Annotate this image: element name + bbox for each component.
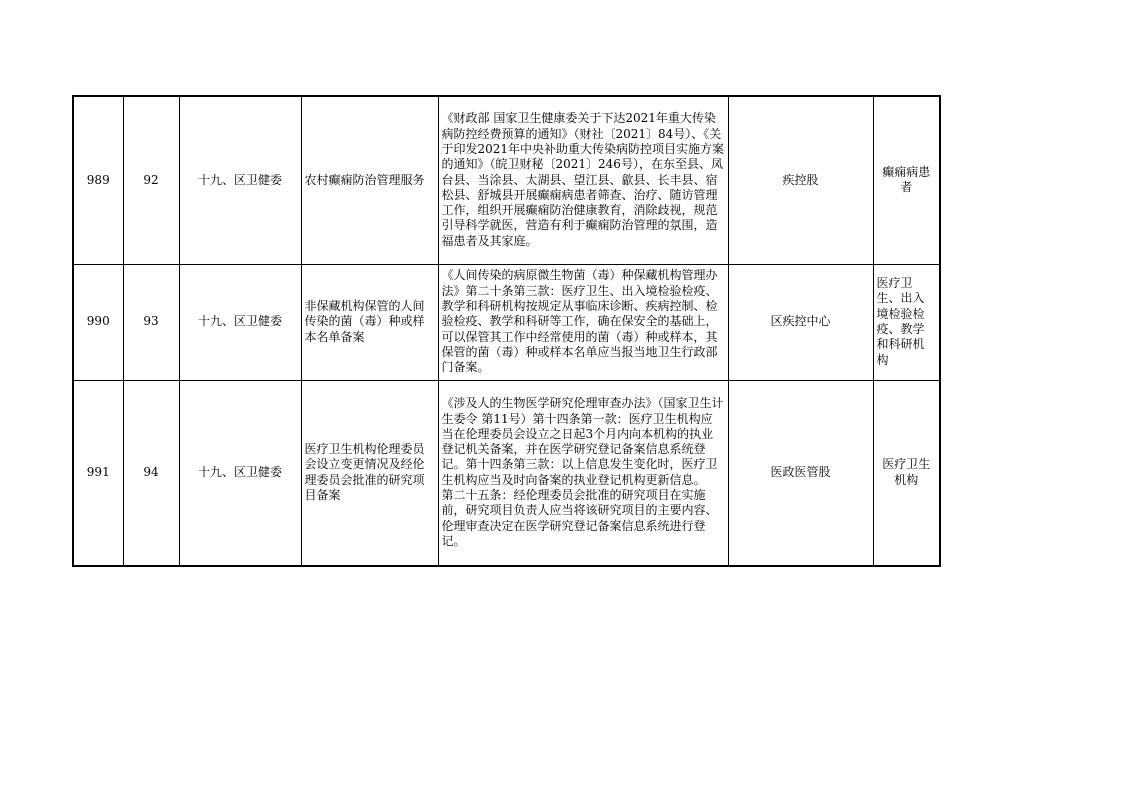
basis-paragraph: 《人间传染的病原微生物菌（毒）种保藏机构管理办法》第二十条第三款：医疗卫生、出入境检验检疫、教学和科研机构按规定从事临床诊断、疾病控制、检验检疫、教学和科研等工作，确在保安全的基础上，可以保管其工作中经常使用的菌（毒）种或样本，其保管的菌（毒）种或样本名单应当报当地卫生行政部门备案。 [441, 268, 718, 375]
seq-cell: 991 [73, 380, 123, 566]
target-cell: 癫痫病患者 [873, 96, 940, 264]
seq-cell: 990 [73, 264, 123, 380]
seq-cell: 989 [73, 96, 123, 264]
unit-cell: 疾控股 [728, 96, 873, 264]
item-name-cell: 农村癫痫防治管理服务 [301, 96, 438, 264]
sub-seq-cell: 93 [123, 264, 179, 380]
item-name-cell: 非保藏机构保管的人间传染的菌（毒）种或样本名单备案 [301, 264, 438, 380]
items-table [72, 95, 941, 567]
table-row [73, 96, 940, 264]
basis-cell [438, 96, 728, 264]
item-name-cell: 医疗卫生机构伦理委员会设立变更情况及经伦理委员会批准的研究项目备案 [301, 380, 438, 566]
target-cell: 医疗卫生、出入境检验检疫、教学和科研机构 [873, 264, 940, 380]
unit-cell: 医政医管股 [728, 380, 873, 566]
basis-cell [438, 380, 728, 566]
dept-cell: 十九、区卫健委 [179, 264, 301, 380]
basis-paragraph: 《涉及人的生物医学研究伦理审查办法》（国家卫生计生委令 第11号）第十四条第一款：医疗卫生机构应当在伦理委员会设立之日起3个月内向本机构的执业登记机关备案，并在医学研究登记备案信息系统登记。第十四条第三款：以上信息发生变化时，医疗卫生机构应当及时向备案的执业登记机构更新信息。 [441, 396, 724, 487]
target-cell: 医疗卫生机构 [873, 380, 940, 566]
dept-cell: 十九、区卫健委 [179, 96, 301, 264]
table-row [73, 264, 940, 380]
sub-seq-cell: 94 [123, 380, 179, 566]
table-row [73, 380, 940, 566]
dept-cell: 十九、区卫健委 [179, 380, 301, 566]
basis-cell [438, 264, 728, 380]
unit-cell: 区疾控中心 [728, 264, 873, 380]
sub-seq-cell: 92 [123, 96, 179, 264]
basis-paragraph: 第二十五条：经伦理委员会批准的研究项目在实施前，研究项目负责人应当将该研究项目的主要内容、伦理审查决定在医学研究登记备案信息系统进行登记。 [441, 488, 718, 548]
basis-paragraph: 《财政部 国家卫生健康委关于下达2021年重大传染病防控经费预算的通知》（财社〔2021〕84号）、《关于印发2021年中央补助重大传染病防控项目实施方案的通知》（皖卫财秘〔2021〕246号），在东至县、凤台县、当涂县、太湖县、望江县、歙县、长丰县、宿松县、舒城县开展癫痫病患者筛查、治疗、随访管理工作，组织开展癫痫防治健康教育，消除歧视，规范引导科学就医，营造有利于癫痫防治管理的氛围，造福患者及其家庭。 [441, 111, 725, 248]
